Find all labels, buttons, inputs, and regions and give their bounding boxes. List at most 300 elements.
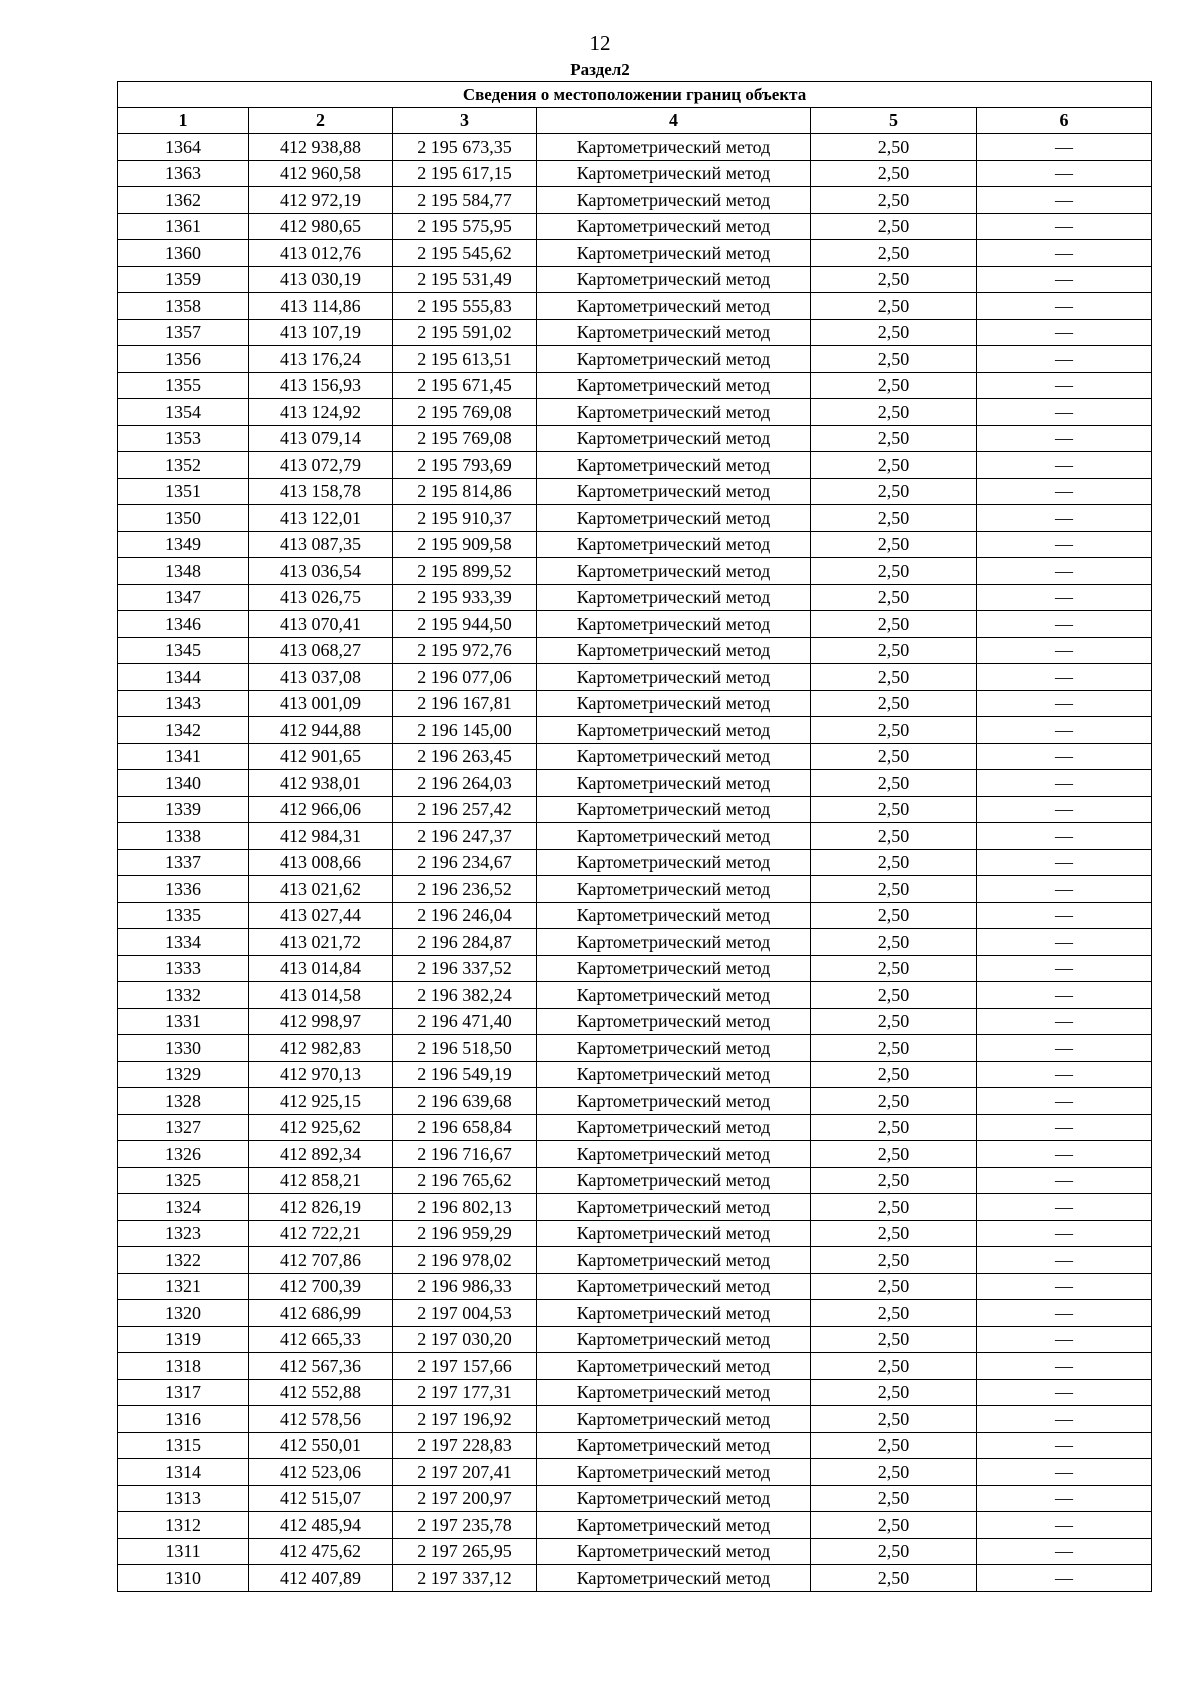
point-number-cell: 1346: [118, 611, 249, 638]
point-number-cell: 1355: [118, 372, 249, 399]
description-cell: —: [977, 452, 1152, 479]
y-coordinate-cell: 2 197 235,78: [393, 1512, 537, 1539]
y-coordinate-cell: 2 195 814,86: [393, 478, 537, 505]
method-cell: Картометрический метод: [537, 1379, 811, 1406]
description-cell: —: [977, 1088, 1152, 1115]
table-row: [118, 1432, 1152, 1459]
table-row: [118, 1035, 1152, 1062]
x-coordinate-cell: 413 176,24: [249, 346, 393, 373]
table-row: [118, 1326, 1152, 1353]
method-cell: Картометрический метод: [537, 1406, 811, 1433]
table-row: [118, 982, 1152, 1009]
accuracy-cell: 2,50: [811, 770, 977, 797]
point-number-cell: 1362: [118, 187, 249, 214]
table-row: [118, 1194, 1152, 1221]
method-cell: Картометрический метод: [537, 1273, 811, 1300]
accuracy-cell: 2,50: [811, 690, 977, 717]
description-cell: —: [977, 796, 1152, 823]
y-coordinate-cell: 2 196 802,13: [393, 1194, 537, 1221]
y-coordinate-cell: 2 195 933,39: [393, 584, 537, 611]
point-number-cell: 1311: [118, 1538, 249, 1565]
description-cell: —: [977, 1220, 1152, 1247]
table-row: [118, 399, 1152, 426]
table-row: [118, 1300, 1152, 1327]
x-coordinate-cell: 413 026,75: [249, 584, 393, 611]
accuracy-cell: 2,50: [811, 372, 977, 399]
table-row: [118, 425, 1152, 452]
accuracy-cell: 2,50: [811, 399, 977, 426]
y-coordinate-cell: 2 196 959,29: [393, 1220, 537, 1247]
y-coordinate-cell: 2 195 617,15: [393, 160, 537, 187]
point-number-cell: 1358: [118, 293, 249, 320]
point-number-cell: 1320: [118, 1300, 249, 1327]
x-coordinate-cell: 413 158,78: [249, 478, 393, 505]
x-coordinate-cell: 412 982,83: [249, 1035, 393, 1062]
method-cell: Картометрический метод: [537, 1141, 811, 1168]
method-cell: Картометрический метод: [537, 1565, 811, 1592]
y-coordinate-cell: 2 196 247,37: [393, 823, 537, 850]
description-cell: —: [977, 876, 1152, 903]
point-number-cell: 1341: [118, 743, 249, 770]
column-header-2: 2: [249, 108, 393, 134]
description-cell: —: [977, 160, 1152, 187]
method-cell: Картометрический метод: [537, 160, 811, 187]
accuracy-cell: 2,50: [811, 796, 977, 823]
accuracy-cell: 2,50: [811, 611, 977, 638]
method-cell: Картометрический метод: [537, 584, 811, 611]
y-coordinate-cell: 2 197 265,95: [393, 1538, 537, 1565]
x-coordinate-cell: 412 523,06: [249, 1459, 393, 1486]
method-cell: Картометрический метод: [537, 346, 811, 373]
x-coordinate-cell: 413 079,14: [249, 425, 393, 452]
point-number-cell: 1348: [118, 558, 249, 585]
table-row: [118, 266, 1152, 293]
x-coordinate-cell: 412 925,15: [249, 1088, 393, 1115]
table-row: [118, 319, 1152, 346]
table-row: [118, 902, 1152, 929]
table-row: [118, 637, 1152, 664]
method-cell: Картометрический метод: [537, 1194, 811, 1221]
x-coordinate-cell: 412 485,94: [249, 1512, 393, 1539]
accuracy-cell: 2,50: [811, 1273, 977, 1300]
accuracy-cell: 2,50: [811, 1194, 977, 1221]
x-coordinate-cell: 412 901,65: [249, 743, 393, 770]
x-coordinate-cell: 413 014,84: [249, 955, 393, 982]
x-coordinate-cell: 412 550,01: [249, 1432, 393, 1459]
accuracy-cell: 2,50: [811, 505, 977, 532]
y-coordinate-cell: 2 195 769,08: [393, 399, 537, 426]
accuracy-cell: 2,50: [811, 1485, 977, 1512]
y-coordinate-cell: 2 196 246,04: [393, 902, 537, 929]
accuracy-cell: 2,50: [811, 1538, 977, 1565]
point-number-cell: 1344: [118, 664, 249, 691]
x-coordinate-cell: 412 972,19: [249, 187, 393, 214]
point-number-cell: 1347: [118, 584, 249, 611]
table-row: [118, 584, 1152, 611]
table-caption-row: [118, 82, 1152, 108]
table-row: [118, 1512, 1152, 1539]
point-number-cell: 1316: [118, 1406, 249, 1433]
x-coordinate-cell: 413 036,54: [249, 558, 393, 585]
point-number-cell: 1339: [118, 796, 249, 823]
x-coordinate-cell: 413 107,19: [249, 319, 393, 346]
method-cell: Картометрический метод: [537, 823, 811, 850]
x-coordinate-cell: 413 124,92: [249, 399, 393, 426]
y-coordinate-cell: 2 196 284,87: [393, 929, 537, 956]
method-cell: Картометрический метод: [537, 187, 811, 214]
x-coordinate-cell: 413 070,41: [249, 611, 393, 638]
point-number-cell: 1334: [118, 929, 249, 956]
point-number-cell: 1327: [118, 1114, 249, 1141]
point-number-cell: 1318: [118, 1353, 249, 1380]
description-cell: —: [977, 1167, 1152, 1194]
y-coordinate-cell: 2 196 257,42: [393, 796, 537, 823]
method-cell: Картометрический метод: [537, 240, 811, 267]
y-coordinate-cell: 2 196 986,33: [393, 1273, 537, 1300]
description-cell: —: [977, 1273, 1152, 1300]
table-row: [118, 611, 1152, 638]
point-number-cell: 1324: [118, 1194, 249, 1221]
method-cell: Картометрический метод: [537, 558, 811, 585]
accuracy-cell: 2,50: [811, 1061, 977, 1088]
method-cell: Картометрический метод: [537, 1247, 811, 1274]
method-cell: Картометрический метод: [537, 849, 811, 876]
method-cell: Картометрический метод: [537, 1035, 811, 1062]
description-cell: —: [977, 425, 1152, 452]
y-coordinate-cell: 2 197 030,20: [393, 1326, 537, 1353]
description-cell: —: [977, 1432, 1152, 1459]
method-cell: Картометрический метод: [537, 743, 811, 770]
table-row: [118, 1406, 1152, 1433]
description-cell: —: [977, 240, 1152, 267]
description-cell: —: [977, 531, 1152, 558]
accuracy-cell: 2,50: [811, 1088, 977, 1115]
accuracy-cell: 2,50: [811, 1035, 977, 1062]
x-coordinate-cell: 412 686,99: [249, 1300, 393, 1327]
table-row: [118, 1273, 1152, 1300]
accuracy-cell: 2,50: [811, 1565, 977, 1592]
y-coordinate-cell: 2 196 077,06: [393, 664, 537, 691]
point-number-cell: 1359: [118, 266, 249, 293]
description-cell: —: [977, 770, 1152, 797]
accuracy-cell: 2,50: [811, 240, 977, 267]
y-coordinate-cell: 2 196 337,52: [393, 955, 537, 982]
table-row: [118, 1485, 1152, 1512]
point-number-cell: 1310: [118, 1565, 249, 1592]
point-number-cell: 1340: [118, 770, 249, 797]
table-row: [118, 849, 1152, 876]
y-coordinate-cell: 2 197 196,92: [393, 1406, 537, 1433]
boundary-coordinates-table: [117, 81, 1152, 1592]
x-coordinate-cell: 412 960,58: [249, 160, 393, 187]
accuracy-cell: 2,50: [811, 1247, 977, 1274]
y-coordinate-cell: 2 196 518,50: [393, 1035, 537, 1062]
accuracy-cell: 2,50: [811, 319, 977, 346]
table-row: [118, 1565, 1152, 1592]
y-coordinate-cell: 2 196 471,40: [393, 1008, 537, 1035]
description-cell: —: [977, 1326, 1152, 1353]
table-row: [118, 717, 1152, 744]
accuracy-cell: 2,50: [811, 1353, 977, 1380]
accuracy-cell: 2,50: [811, 1008, 977, 1035]
method-cell: Картометрический метод: [537, 1167, 811, 1194]
description-cell: —: [977, 1194, 1152, 1221]
x-coordinate-cell: 413 021,62: [249, 876, 393, 903]
description-cell: —: [977, 346, 1152, 373]
y-coordinate-cell: 2 196 145,00: [393, 717, 537, 744]
column-header-3: 3: [393, 108, 537, 134]
method-cell: Картометрический метод: [537, 717, 811, 744]
section-title: Раздел2: [570, 60, 630, 79]
description-cell: —: [977, 399, 1152, 426]
x-coordinate-cell: 412 826,19: [249, 1194, 393, 1221]
method-cell: Картометрический метод: [537, 690, 811, 717]
accuracy-cell: 2,50: [811, 452, 977, 479]
accuracy-cell: 2,50: [811, 584, 977, 611]
description-cell: —: [977, 743, 1152, 770]
method-cell: Картометрический метод: [537, 478, 811, 505]
description-cell: —: [977, 955, 1152, 982]
point-number-cell: 1343: [118, 690, 249, 717]
description-cell: —: [977, 1035, 1152, 1062]
point-number-cell: 1354: [118, 399, 249, 426]
x-coordinate-cell: 413 087,35: [249, 531, 393, 558]
x-coordinate-cell: 412 700,39: [249, 1273, 393, 1300]
x-coordinate-cell: 413 156,93: [249, 372, 393, 399]
point-number-cell: 1326: [118, 1141, 249, 1168]
x-coordinate-cell: 412 665,33: [249, 1326, 393, 1353]
table-row: [118, 1353, 1152, 1380]
y-coordinate-cell: 2 197 207,41: [393, 1459, 537, 1486]
description-cell: —: [977, 319, 1152, 346]
point-number-cell: 1337: [118, 849, 249, 876]
point-number-cell: 1333: [118, 955, 249, 982]
method-cell: Картометрический метод: [537, 425, 811, 452]
accuracy-cell: 2,50: [811, 558, 977, 585]
table-row: [118, 664, 1152, 691]
x-coordinate-cell: 413 072,79: [249, 452, 393, 479]
x-coordinate-cell: 412 552,88: [249, 1379, 393, 1406]
method-cell: Картометрический метод: [537, 266, 811, 293]
y-coordinate-cell: 2 195 591,02: [393, 319, 537, 346]
x-coordinate-cell: 413 008,66: [249, 849, 393, 876]
table-row: [118, 478, 1152, 505]
point-number-cell: 1332: [118, 982, 249, 1009]
accuracy-cell: 2,50: [811, 823, 977, 850]
description-cell: —: [977, 1512, 1152, 1539]
y-coordinate-cell: 2 195 909,58: [393, 531, 537, 558]
accuracy-cell: 2,50: [811, 425, 977, 452]
method-cell: Картометрический метод: [537, 213, 811, 240]
method-cell: Картометрический метод: [537, 505, 811, 532]
accuracy-cell: 2,50: [811, 1406, 977, 1433]
point-number-cell: 1323: [118, 1220, 249, 1247]
y-coordinate-cell: 2 195 673,35: [393, 134, 537, 161]
x-coordinate-cell: 412 475,62: [249, 1538, 393, 1565]
description-cell: —: [977, 637, 1152, 664]
method-cell: Картометрический метод: [537, 664, 811, 691]
x-coordinate-cell: 412 938,88: [249, 134, 393, 161]
y-coordinate-cell: 2 196 167,81: [393, 690, 537, 717]
method-cell: Картометрический метод: [537, 1061, 811, 1088]
y-coordinate-cell: 2 195 531,49: [393, 266, 537, 293]
table-row: [118, 293, 1152, 320]
accuracy-cell: 2,50: [811, 346, 977, 373]
method-cell: Картометрический метод: [537, 611, 811, 638]
y-coordinate-cell: 2 195 555,83: [393, 293, 537, 320]
y-coordinate-cell: 2 197 200,97: [393, 1485, 537, 1512]
point-number-cell: 1352: [118, 452, 249, 479]
method-cell: Картометрический метод: [537, 1459, 811, 1486]
x-coordinate-cell: 413 114,86: [249, 293, 393, 320]
table-row: [118, 690, 1152, 717]
method-cell: Картометрический метод: [537, 902, 811, 929]
x-coordinate-cell: 412 578,56: [249, 1406, 393, 1433]
accuracy-cell: 2,50: [811, 637, 977, 664]
y-coordinate-cell: 2 195 575,95: [393, 213, 537, 240]
description-cell: —: [977, 505, 1152, 532]
column-header-4: 4: [537, 108, 811, 134]
point-number-cell: 1322: [118, 1247, 249, 1274]
accuracy-cell: 2,50: [811, 876, 977, 903]
x-coordinate-cell: 412 938,01: [249, 770, 393, 797]
y-coordinate-cell: 2 195 793,69: [393, 452, 537, 479]
accuracy-cell: 2,50: [811, 1432, 977, 1459]
table-row: [118, 531, 1152, 558]
table-row: [118, 372, 1152, 399]
y-coordinate-cell: 2 195 972,76: [393, 637, 537, 664]
y-coordinate-cell: 2 195 545,62: [393, 240, 537, 267]
description-cell: —: [977, 823, 1152, 850]
y-coordinate-cell: 2 196 549,19: [393, 1061, 537, 1088]
y-coordinate-cell: 2 197 228,83: [393, 1432, 537, 1459]
accuracy-cell: 2,50: [811, 1326, 977, 1353]
point-number-cell: 1325: [118, 1167, 249, 1194]
page-number: 12: [589, 31, 611, 55]
x-coordinate-cell: 413 122,01: [249, 505, 393, 532]
accuracy-cell: 2,50: [811, 531, 977, 558]
y-coordinate-cell: 2 195 613,51: [393, 346, 537, 373]
x-coordinate-cell: 412 567,36: [249, 1353, 393, 1380]
accuracy-cell: 2,50: [811, 902, 977, 929]
table-row: [118, 1167, 1152, 1194]
method-cell: Картометрический метод: [537, 293, 811, 320]
point-number-cell: 1345: [118, 637, 249, 664]
y-coordinate-cell: 2 196 382,24: [393, 982, 537, 1009]
description-cell: —: [977, 1141, 1152, 1168]
table-row: [118, 1220, 1152, 1247]
table-row: [118, 929, 1152, 956]
table-row: [118, 134, 1152, 161]
point-number-cell: 1328: [118, 1088, 249, 1115]
description-cell: —: [977, 293, 1152, 320]
description-cell: —: [977, 664, 1152, 691]
point-number-cell: 1319: [118, 1326, 249, 1353]
description-cell: —: [977, 929, 1152, 956]
table-row: [118, 823, 1152, 850]
description-cell: —: [977, 1008, 1152, 1035]
table-row: [118, 1459, 1152, 1486]
accuracy-cell: 2,50: [811, 478, 977, 505]
x-coordinate-cell: 413 001,09: [249, 690, 393, 717]
accuracy-cell: 2,50: [811, 1300, 977, 1327]
point-number-cell: 1364: [118, 134, 249, 161]
description-cell: —: [977, 849, 1152, 876]
description-cell: —: [977, 213, 1152, 240]
point-number-cell: 1313: [118, 1485, 249, 1512]
y-coordinate-cell: 2 196 658,84: [393, 1114, 537, 1141]
description-cell: —: [977, 717, 1152, 744]
x-coordinate-cell: 412 722,21: [249, 1220, 393, 1247]
table-row: [118, 1061, 1152, 1088]
x-coordinate-cell: 412 984,31: [249, 823, 393, 850]
method-cell: Картометрический метод: [537, 1538, 811, 1565]
table-row: [118, 240, 1152, 267]
table-row: [118, 505, 1152, 532]
accuracy-cell: 2,50: [811, 1379, 977, 1406]
method-cell: Картометрический метод: [537, 1326, 811, 1353]
y-coordinate-cell: 2 197 177,31: [393, 1379, 537, 1406]
table-caption: Сведения о местоположении границ объекта: [118, 82, 1152, 108]
description-cell: —: [977, 372, 1152, 399]
x-coordinate-cell: 413 068,27: [249, 637, 393, 664]
description-cell: —: [977, 1114, 1152, 1141]
description-cell: —: [977, 982, 1152, 1009]
y-coordinate-cell: 2 195 584,77: [393, 187, 537, 214]
point-number-cell: 1363: [118, 160, 249, 187]
description-cell: —: [977, 690, 1152, 717]
method-cell: Картометрический метод: [537, 955, 811, 982]
description-cell: —: [977, 1061, 1152, 1088]
y-coordinate-cell: 2 196 236,52: [393, 876, 537, 903]
accuracy-cell: 2,50: [811, 213, 977, 240]
accuracy-cell: 2,50: [811, 266, 977, 293]
point-number-cell: 1356: [118, 346, 249, 373]
description-cell: —: [977, 1353, 1152, 1380]
method-cell: Картометрический метод: [537, 876, 811, 903]
table-row: [118, 1008, 1152, 1035]
table-row: [118, 796, 1152, 823]
accuracy-cell: 2,50: [811, 293, 977, 320]
y-coordinate-cell: 2 196 639,68: [393, 1088, 537, 1115]
table-row: [118, 1247, 1152, 1274]
point-number-cell: 1353: [118, 425, 249, 452]
accuracy-cell: 2,50: [811, 664, 977, 691]
table-row: [118, 876, 1152, 903]
method-cell: Картометрический метод: [537, 1300, 811, 1327]
description-cell: —: [977, 902, 1152, 929]
description-cell: —: [977, 1485, 1152, 1512]
method-cell: Картометрический метод: [537, 1220, 811, 1247]
accuracy-cell: 2,50: [811, 1220, 977, 1247]
description-cell: —: [977, 1459, 1152, 1486]
y-coordinate-cell: 2 195 910,37: [393, 505, 537, 532]
y-coordinate-cell: 2 197 004,53: [393, 1300, 537, 1327]
point-number-cell: 1314: [118, 1459, 249, 1486]
y-coordinate-cell: 2 196 716,67: [393, 1141, 537, 1168]
method-cell: Картометрический метод: [537, 319, 811, 346]
table-row: [118, 1114, 1152, 1141]
accuracy-cell: 2,50: [811, 955, 977, 982]
x-coordinate-cell: 412 892,34: [249, 1141, 393, 1168]
method-cell: Картометрический метод: [537, 982, 811, 1009]
method-cell: Картометрический метод: [537, 372, 811, 399]
y-coordinate-cell: 2 195 769,08: [393, 425, 537, 452]
description-cell: —: [977, 584, 1152, 611]
x-coordinate-cell: 412 980,65: [249, 213, 393, 240]
description-cell: —: [977, 1247, 1152, 1274]
point-number-cell: 1321: [118, 1273, 249, 1300]
